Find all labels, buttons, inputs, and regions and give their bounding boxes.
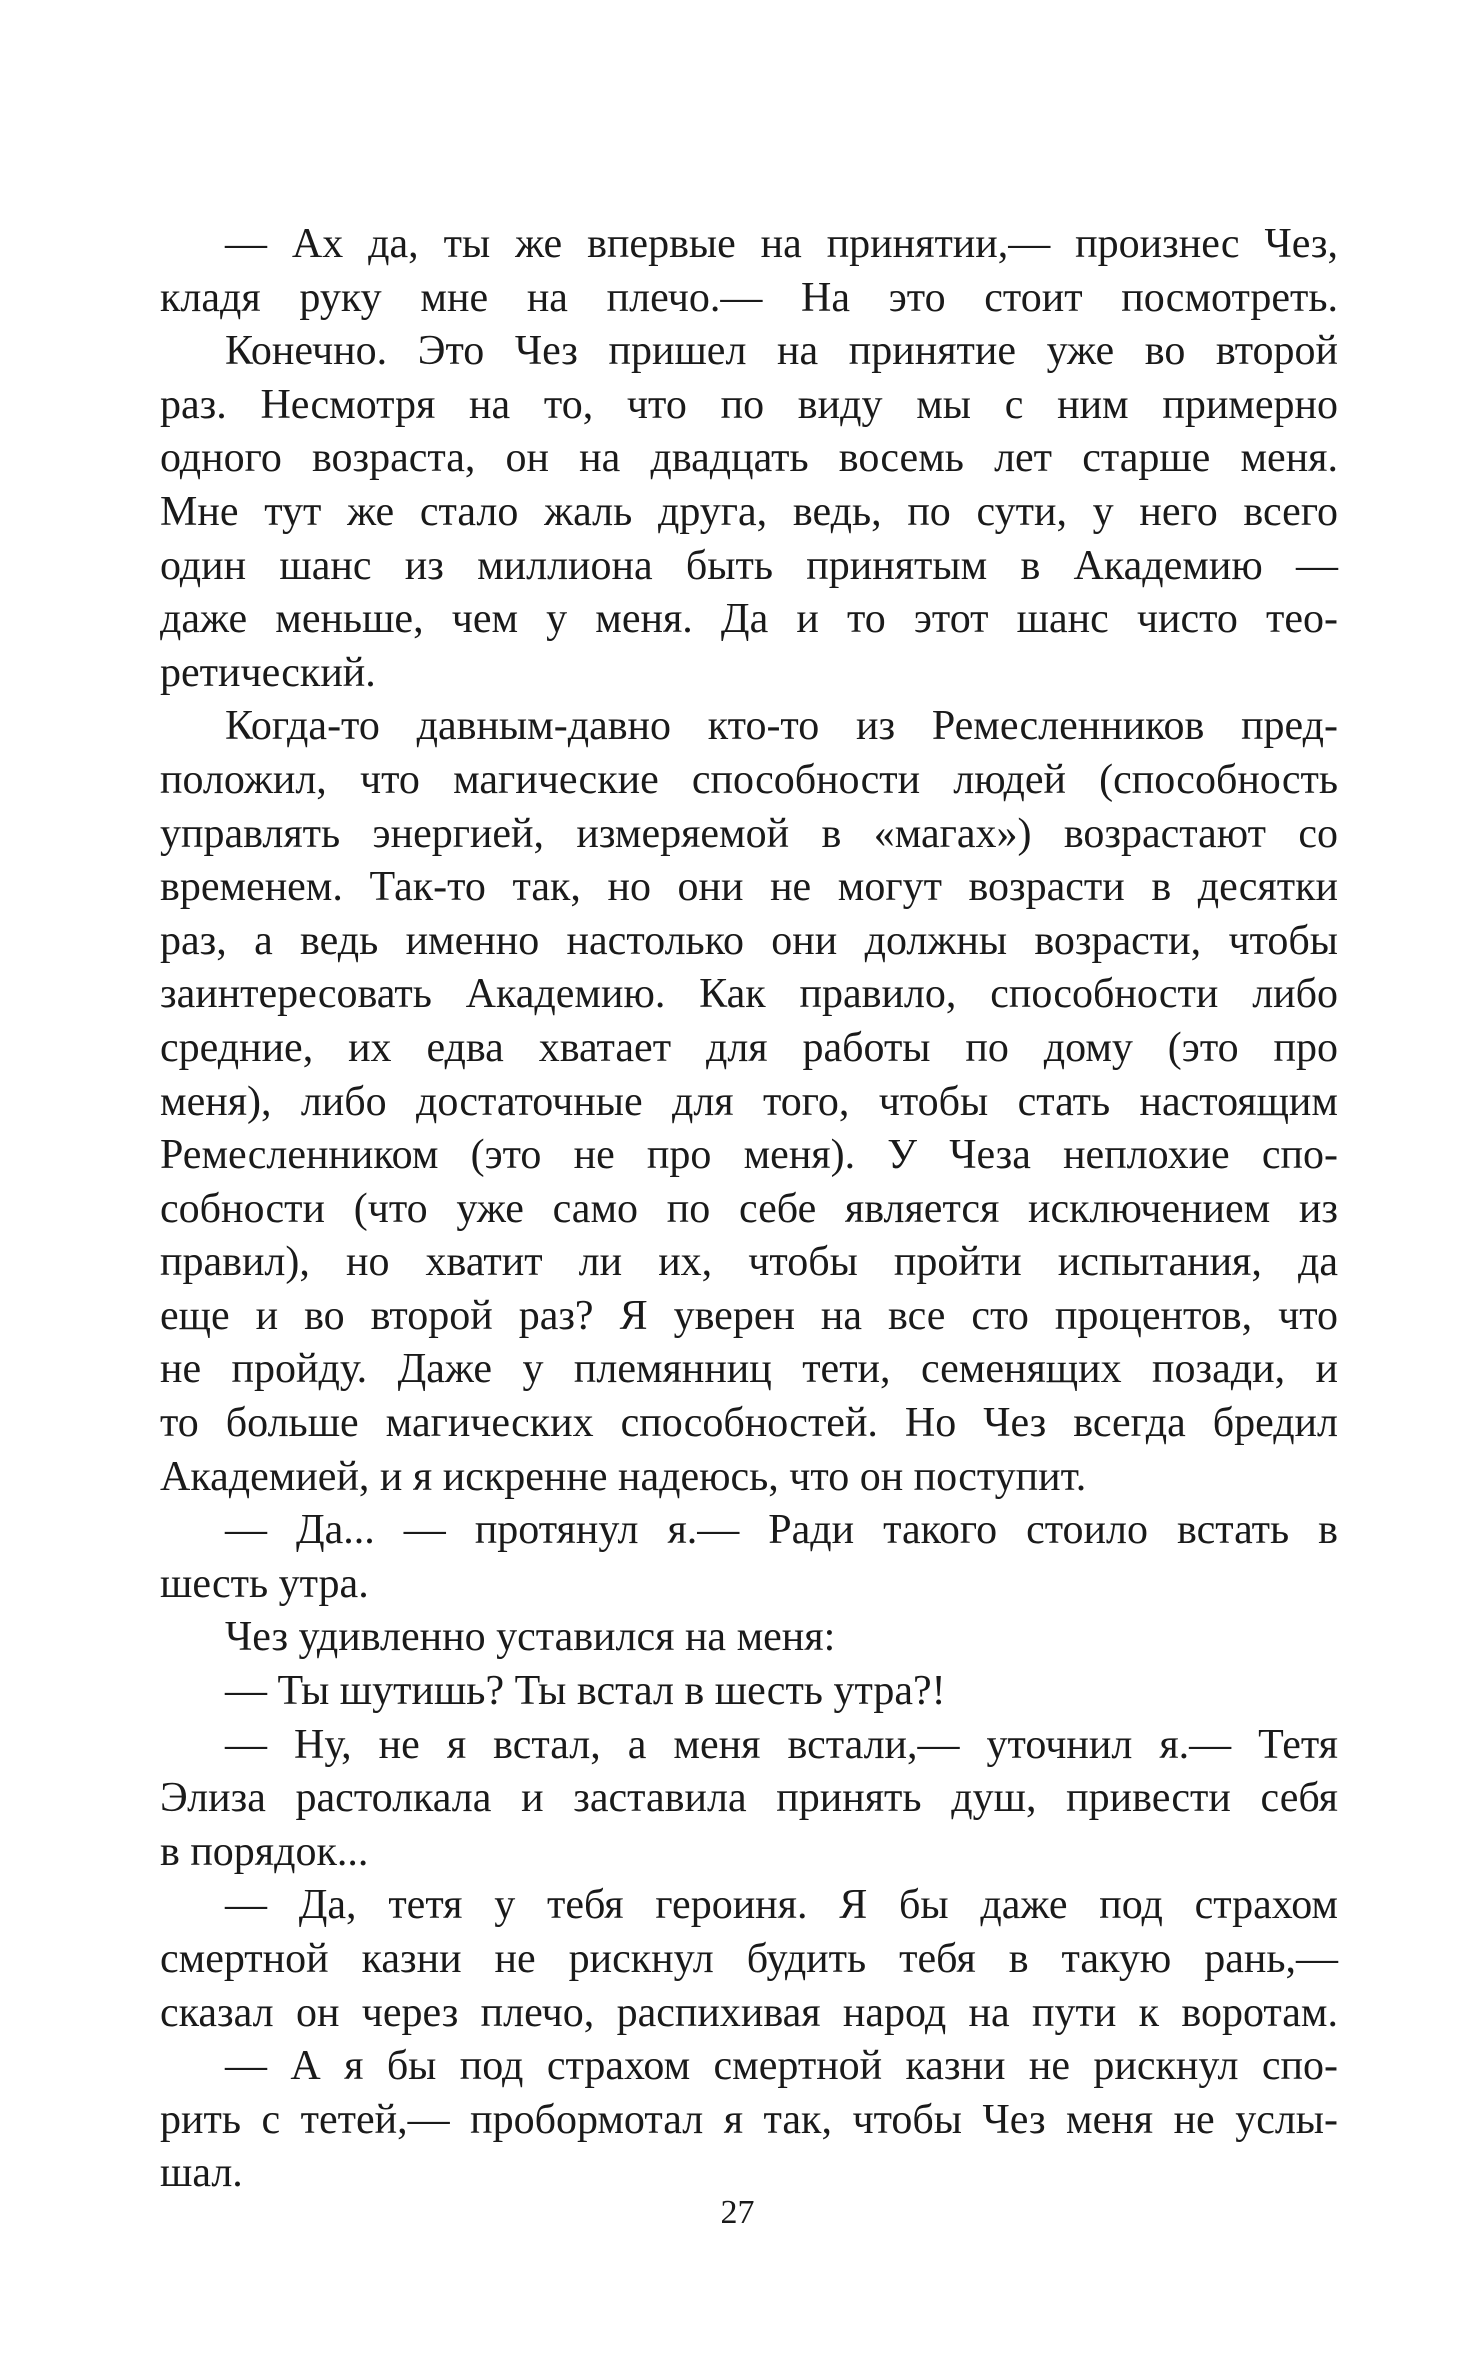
text-line: — Ах да, ты же впервые на принятии,— произнес Чез, <box>225 221 1338 267</box>
text-line: еще и во второй раз? Я уверен на все сто процентов, что <box>160 1292 1338 1339</box>
text-line: смертной казни не рискнул будить тебя в такую рань,— <box>160 1936 1338 1982</box>
text-line: Элиза растолкала и заставила принять душ, привести себя <box>160 1775 1338 1822</box>
text-line: кладя руку мне на плечо.— На это стоит посмотреть. <box>160 274 1338 321</box>
page-body <box>160 218 1338 2201</box>
text-line: положил, что магические способности людей (способность <box>160 756 1338 803</box>
text-line: раз, а ведь именно настолько они должны возрасти, чтобы <box>160 917 1338 964</box>
text-line: одного возраста, он на двадцать восемь лет старше меня. <box>160 435 1338 482</box>
text-line: сказал он через плечо, распихивая народ на пути к воротам. <box>160 1989 1338 2036</box>
text-line: даже меньше, чем у меня. Да и то этот шанс чисто тео- <box>160 596 1338 643</box>
text-line: — Да... — протянул я.— Ради такого стоило встать в <box>225 1507 1338 1554</box>
text-line: — Ну, не я встал, а меня встали,— уточнил я.— Тетя <box>225 1721 1338 1768</box>
text-line: — Ты шутишь? Ты встал в шесть утра?! <box>225 1668 946 1715</box>
text-line: не пройду. Даже у племянниц тети, семенящих позади, и <box>160 1346 1338 1393</box>
text-line: — Да, тетя у тебя героиня. Я бы даже под страхом <box>225 1882 1338 1929</box>
text-line: временем. Так-то так, но они не могут возрасти в десятки <box>160 864 1338 911</box>
page-number: 27 <box>720 2194 755 2231</box>
text-line: заинтересовать Академию. Как правило, способности либо <box>160 971 1338 1018</box>
text-line: Ремесленником (это не про меня). У Чеза неплохие спо- <box>160 1132 1338 1179</box>
text-line: рить с тетей,— пробормотал я так, чтобы Чез меня не услы- <box>160 2096 1338 2143</box>
text-line: шесть утра. <box>160 1560 369 1607</box>
text-line: ретический. <box>160 649 376 696</box>
text-line: шал. <box>160 2150 243 2197</box>
text-line: собности (что уже само по себе является исключением из <box>160 1185 1338 1232</box>
text-line: средние, их едва хватает для работы по дому (это про <box>160 1024 1338 1071</box>
text-line: Мне тут же стало жаль друга, ведь, по сути, у него всего <box>160 488 1338 535</box>
text-line: Академией, и я искренне надеюсь, что он поступит. <box>160 1453 1087 1500</box>
text-line: раз. Несмотря на то, что по виду мы с ним примерно <box>160 381 1338 428</box>
text-line: правил), но хватит ли их, чтобы пройти испытания, да <box>160 1239 1338 1286</box>
text-line: в порядок... <box>160 1828 369 1875</box>
text-line: Конечно. Это Чез пришел на принятие уже во второй <box>225 328 1338 375</box>
text-line: управлять энергией, измеряемой в «магах») возрастают со <box>160 810 1338 857</box>
text-line: меня), либо достаточные для того, чтобы стать настоящим <box>160 1078 1338 1125</box>
text-line: — А я бы под страхом смертной казни не рискнул спо- <box>225 2043 1338 2090</box>
text-line: то больше магических способностей. Но Чез всегда бредил <box>160 1400 1338 1447</box>
text-line: Когда-то давным-давно кто-то из Ремесленников пред- <box>225 703 1338 750</box>
text-line: один шанс из миллиона быть принятым в Академию — <box>160 542 1338 589</box>
text-line: Чез удивленно уставился на меня: <box>225 1614 836 1661</box>
